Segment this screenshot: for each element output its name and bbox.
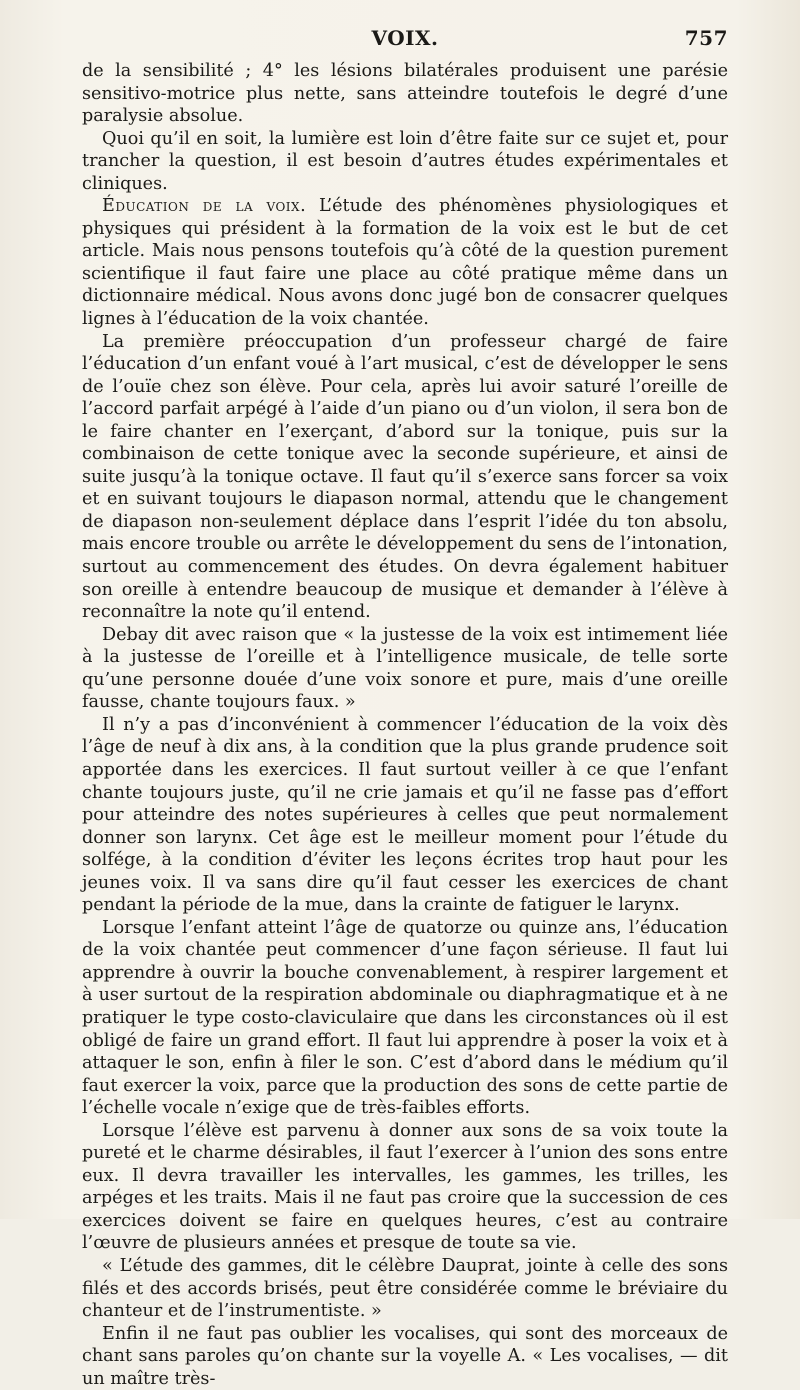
- paragraph-7: Lorsque l’enfant atteint l’âge de quatorze ou quinze ans, l’éducation de la voix chantée peut commencer d’une façon sérieuse. Il faut lui apprendre à ouvrir la bouche convenablement, à respirer largement et à user surtout de la respiration abdominale ou diaphragmatique et à ne pratiquer le type costo-claviculaire que dans les circonstances où il est obligé de faire un grand effort. Il faut lui apprendre à poser la voix et à attaquer le son, enfin à filer le son. C’est d’abord dans le médium qu’il faut exercer la voix, parce que la production des sons de cette partie de l’échelle vocale n’exige que de très-faibles efforts.: [82, 917, 728, 1119]
- paragraph-8: Lorsque l’élève est parvenu à donner aux sons de sa voix toute la pureté et le charme désirables, il faut l’exercer à l’union des sons entre eux. Il devra travailler les intervalles, les gammes, les trilles, les arpéges et les traits. Mais il ne faut pas croire que la succession de ces exercices doivent se faire en quelques heures, c’est au contraire l’œuvre de plusieurs années et presque de toute sa vie.: [82, 1120, 728, 1254]
- paragraph-1: de la sensibilité ; 4° les lésions bilatérales produisent une parésie sensitivo-motrice plus nette, sans atteindre toutefois le degré d’une paralysie absolue.: [82, 61, 728, 127]
- paragraph-3-text: L’étude des phénomènes physiologiques et physiques qui président à la formation de la voix est le but de cet article. Mais nous pensons toutefois qu’à côté de la question purement scientifique il faut faire une place au côté pratique même dans un dictionnaire médical. Nous avons donc jugé bon de consacrer quelques lignes à l’éducation de la voix chantée.: [82, 196, 728, 330]
- page-header: [82, 26, 728, 52]
- body-text: [82, 60, 728, 1390]
- paragraph-5: Debay dit avec raison que « la justesse de la voix est intimement liée à la justesse de l’oreille et à l’intelligence musicale, de telle sorte qu’une personne douée d’une voix sonore et pure, mais d’une oreille fausse, chante toujours faux. »: [82, 624, 728, 713]
- running-title: VOIX.: [371, 26, 439, 50]
- paragraph-4: La première préoccupation d’un professeur chargé de faire l’éducation d’un enfant voué à l’art musical, c’est de développer le sens de l’ouïe chez son élève. Pour cela, après lui avoir saturé l’oreille de l’accord parfait arpégé à l’aide d’un piano ou d’un violon, il sera bon de le faire chanter en l’exerçant, d’abord sur la tonique, puis sur la combinaison de cette tonique avec la seconde supérieure, et ainsi de suite jusqu’à la tonique octave. Il faut qu’il s’exerce sans forcer sa voix et en suivant toujours le diapason normal, attendu que le changement de diapason non-seulement déplace dans l’esprit l’idée du ton absolu, mais encore trouble ou arrête le développement du sens de l’intonation, surtout au commencement des études. On devra également habituer son oreille à entendre beaucoup de musique et demander à l’élève à reconnaître la note qu’il entend.: [82, 331, 728, 623]
- paragraph-9: « L’étude des gammes, dit le célèbre Dauprat, jointe à celle des sons filés et des accords brisés, peut être considérée comme le bréviaire du chanteur et de l’instrumentiste. »: [82, 1255, 728, 1322]
- section-heading: Éducation de la voix.: [102, 196, 307, 217]
- paragraph-6: Il n’y a pas d’inconvénient à commencer l’éducation de la voix dès l’âge de neuf à dix ans, à la condition que la plus grande prudence soit apportée dans les exercices. Il faut surtout veiller à ce que l’enfant chante toujours juste, qu’il ne crie jamais et qu’il ne fasse pas d’effort pour atteindre des notes supérieures à celles que peut normalement donner son larynx. Cet âge est le meilleur moment pour l’étude du solfége, à la condition d’éviter les leçons écrites trop haut pour les jeunes voix. Il va sans dire qu’il faut cesser les exercices de chant pendant la période de la mue, dans la crainte de fatiguer le larynx.: [82, 714, 728, 916]
- paragraph-10: Enfin il ne faut pas oublier les vocalises, qui sont des morceaux de chant sans paroles qu’on chante sur la voyelle A. « Les vocalises, — dit un maître très-: [82, 1323, 728, 1389]
- paragraph-2: Quoi qu’il en soit, la lumière est loin d’être faite sur ce sujet et, pour trancher la question, il est besoin d’autres études expérimentales et cliniques.: [82, 128, 728, 194]
- page-number: 757: [684, 26, 728, 50]
- paragraph-3: [82, 195, 728, 330]
